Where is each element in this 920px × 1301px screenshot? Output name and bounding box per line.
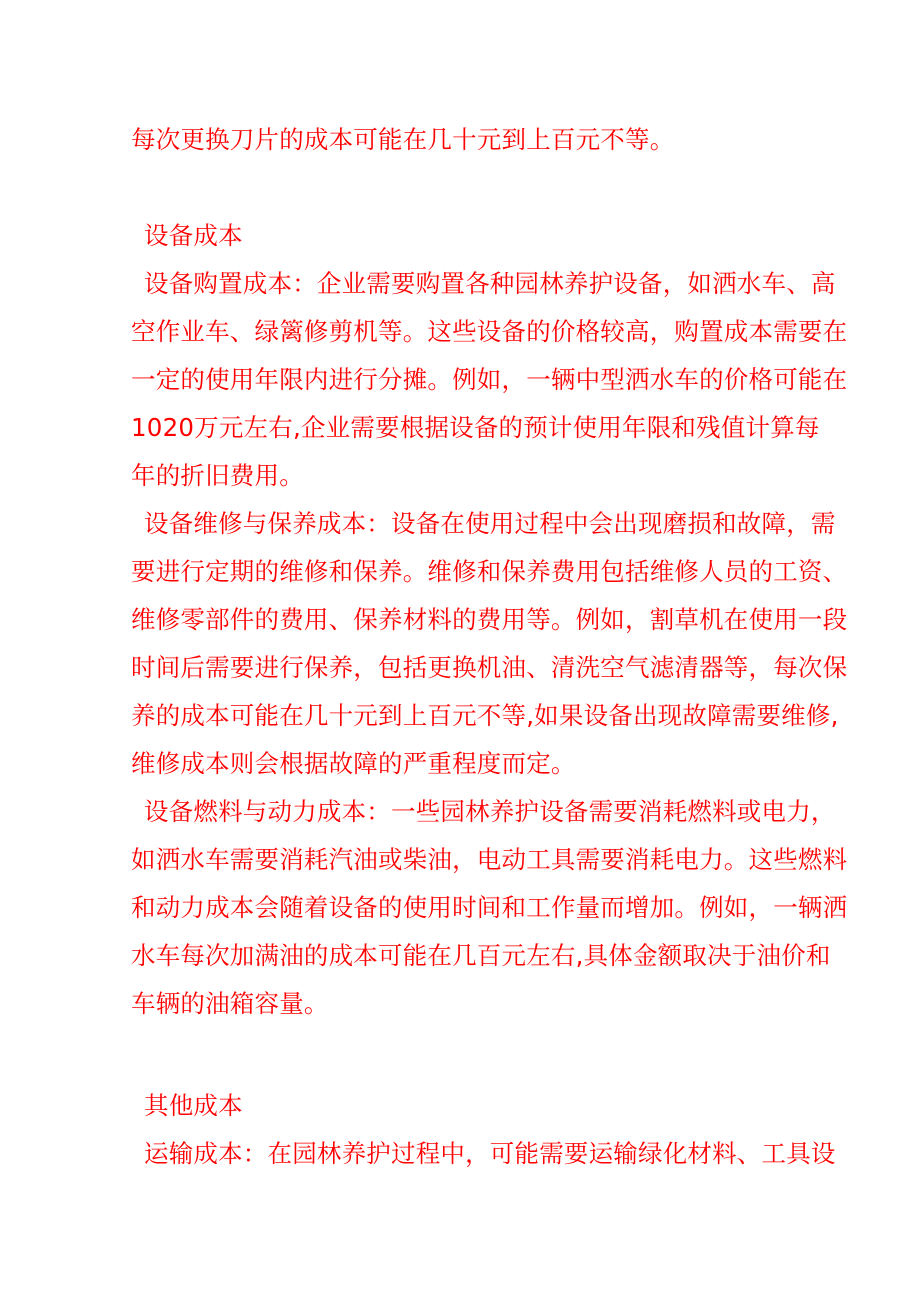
section-heading-equipment-cost: 设备成本 <box>144 221 243 250</box>
paragraph-line: 设备购置成本：企业需要购置各种园林养护设备，如洒水车、高 <box>144 269 836 298</box>
paragraph-line: 和动力成本会随着设备的使用时间和工作量而增加。例如，一辆洒 <box>131 893 848 922</box>
paragraph-line: 设备燃料与动力成本：一些园林养护设备需要消耗燃料或电力， <box>144 797 836 826</box>
paragraph-line: 空作业车、绿篱修剪机等。这些设备的价格较高，购置成本需要在 <box>131 317 848 346</box>
paragraph-line: 养的成本可能在几十元到上百元不等,如果设备出现故障需要维修, <box>131 701 839 730</box>
paragraph-line: 1020万元左右,企业需要根据设备的预计使用年限和残值计算每 <box>131 413 820 442</box>
paragraph-line: 每次更换刀片的成本可能在几十元到上百元不等。 <box>131 125 675 154</box>
paragraph-line: 年的折旧费用。 <box>131 461 304 490</box>
paragraph-line: 水车每次加满油的成本可能在几百元左右,具体金额取决于油价和 <box>131 941 831 970</box>
paragraph-line: 维修零部件的费用、保养材料的费用等。例如，割草机在使用一段 <box>131 605 848 634</box>
paragraph-line: 车辆的油箱容量。 <box>131 989 329 1018</box>
paragraph-line: 运输成本：在园林养护过程中，可能需要运输绿化材料、工具设 <box>144 1139 836 1168</box>
paragraph-line: 如洒水车需要消耗汽油或柴油，电动工具需要消耗电力。这些燃料 <box>131 845 848 874</box>
paragraph-line: 时间后需要进行保养，包括更换机油、清洗空气滤清器等，每次保 <box>131 653 848 682</box>
section-heading-other-cost: 其他成本 <box>144 1091 243 1120</box>
paragraph-line: 一定的使用年限内进行分摊。例如，一辆中型洒水车的价格可能在 <box>131 365 848 394</box>
paragraph-line: 设备维修与保养成本：设备在使用过程中会出现磨损和故障，需 <box>144 509 836 538</box>
paragraph-line: 维修成本则会根据故障的严重程度而定。 <box>131 749 576 778</box>
paragraph-line: 要进行定期的维修和保养。维修和保养费用包括维修人员的工资、 <box>131 557 848 586</box>
